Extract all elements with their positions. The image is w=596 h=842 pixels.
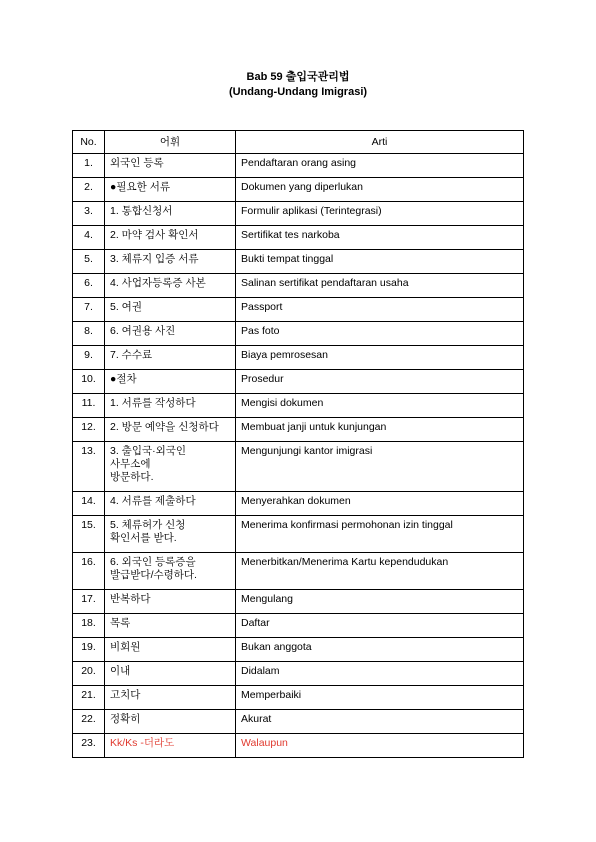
row-korean-word: 4. 서류를 제출하다: [105, 492, 236, 516]
row-number: 10.: [73, 370, 105, 394]
row-korean-word: ●절차: [105, 370, 236, 394]
table-row: [73, 686, 524, 710]
row-number: 2.: [73, 178, 105, 202]
row-meaning: Prosedur: [236, 370, 524, 394]
row-korean-word: 2. 마약 검사 확인서: [105, 226, 236, 250]
row-meaning: Menerima konfirmasi permohonan izin tinggal: [236, 516, 524, 553]
table-row: [73, 553, 524, 590]
row-korean-word: 외국인 등록: [105, 154, 236, 178]
row-korean-word: 비회원: [105, 638, 236, 662]
table-row: [73, 274, 524, 298]
row-meaning: Biaya pemrosesan: [236, 346, 524, 370]
row-meaning: Sertifikat tes narkoba: [236, 226, 524, 250]
row-number: 17.: [73, 590, 105, 614]
row-meaning: Mengisi dokumen: [236, 394, 524, 418]
row-number: 8.: [73, 322, 105, 346]
vocabulary-table: [72, 130, 524, 758]
row-korean-word: 반복하다: [105, 590, 236, 614]
row-korean-word: 1. 서류를 작성하다: [105, 394, 236, 418]
row-number: 4.: [73, 226, 105, 250]
row-meaning: Memperbaiki: [236, 686, 524, 710]
row-meaning: Bukan anggota: [236, 638, 524, 662]
row-meaning: Didalam: [236, 662, 524, 686]
table-row: [73, 178, 524, 202]
row-meaning: Daftar: [236, 614, 524, 638]
table-row: [73, 442, 524, 492]
row-meaning: Walaupun: [236, 734, 524, 758]
table-row: [73, 492, 524, 516]
row-korean-word: 고치다: [105, 686, 236, 710]
row-number: 18.: [73, 614, 105, 638]
table-row: [73, 154, 524, 178]
row-number: 19.: [73, 638, 105, 662]
row-number: 5.: [73, 250, 105, 274]
row-korean-word: 3. 출입국·외국인 사무소에 방문하다.: [105, 442, 236, 492]
row-number: 23.: [73, 734, 105, 758]
table-row: [73, 394, 524, 418]
row-number: 3.: [73, 202, 105, 226]
row-number: 11.: [73, 394, 105, 418]
row-number: 14.: [73, 492, 105, 516]
row-meaning: Menyerahkan dokumen: [236, 492, 524, 516]
row-meaning: Akurat: [236, 710, 524, 734]
row-korean-word: 6. 외국인 등록증을 발급받다/수령하다.: [105, 553, 236, 590]
table-row: [73, 298, 524, 322]
page-subtitle: (Undang-Undang Imigrasi): [228, 86, 368, 98]
table-row: [73, 638, 524, 662]
row-number: 12.: [73, 418, 105, 442]
row-number: 15.: [73, 516, 105, 553]
row-korean-word: 6. 여권용 사진: [105, 322, 236, 346]
table-row: [73, 516, 524, 553]
table-row: [73, 370, 524, 394]
column-header-arti: Arti: [236, 131, 524, 154]
table-row: [73, 322, 524, 346]
row-korean-word: 1. 통합신청서: [105, 202, 236, 226]
row-korean-word: ●필요한 서류: [105, 178, 236, 202]
column-header-word: 어휘: [105, 131, 236, 154]
title-prefix: Bab 59: [246, 71, 283, 83]
table-row: [73, 346, 524, 370]
row-number: 1.: [73, 154, 105, 178]
table-row: [73, 590, 524, 614]
table-row: [73, 614, 524, 638]
row-number: 13.: [73, 442, 105, 492]
table-row: [73, 662, 524, 686]
row-number: 22.: [73, 710, 105, 734]
table-row: [73, 710, 524, 734]
row-korean-word: 정확히: [105, 710, 236, 734]
row-meaning: Bukti tempat tinggal: [236, 250, 524, 274]
row-korean-word: 7. 수수료: [105, 346, 236, 370]
row-korean-word: 2. 방문 예약을 신청하다: [105, 418, 236, 442]
row-korean-word: 4. 사업자등록증 사본: [105, 274, 236, 298]
column-header-no: No.: [73, 131, 105, 154]
row-meaning: Dokumen yang diperlukan: [236, 178, 524, 202]
row-number: 16.: [73, 553, 105, 590]
table-row: [73, 226, 524, 250]
page-title-block: [0, 70, 596, 100]
title-korean: 출입국관리법: [285, 71, 350, 83]
row-korean-word: 목록: [105, 614, 236, 638]
row-meaning: Membuat janji untuk kunjungan: [236, 418, 524, 442]
row-meaning: Passport: [236, 298, 524, 322]
row-korean-word: 5. 여권: [105, 298, 236, 322]
row-meaning: Pendaftaran orang asing: [236, 154, 524, 178]
row-meaning: Menerbitkan/Menerima Kartu kependudukan: [236, 553, 524, 590]
row-number: 20.: [73, 662, 105, 686]
table-row: [73, 250, 524, 274]
table-header-row: [73, 131, 524, 154]
row-meaning: Mengulang: [236, 590, 524, 614]
table-row: [73, 202, 524, 226]
table-row: [73, 418, 524, 442]
row-meaning: Pas foto: [236, 322, 524, 346]
row-meaning: Mengunjungi kantor imigrasi: [236, 442, 524, 492]
page-title: [0, 70, 596, 85]
row-number: 21.: [73, 686, 105, 710]
row-meaning: Formulir aplikasi (Terintegrasi): [236, 202, 524, 226]
row-korean-word: 3. 체류지 입증 서류: [105, 250, 236, 274]
table-row: [73, 734, 524, 758]
row-number: 9.: [73, 346, 105, 370]
row-korean-word: 이내: [105, 662, 236, 686]
row-number: 6.: [73, 274, 105, 298]
row-number: 7.: [73, 298, 105, 322]
row-meaning: Salinan sertifikat pendaftaran usaha: [236, 274, 524, 298]
row-korean-word: Kk/Ks -더라도: [105, 734, 236, 758]
row-korean-word: 5. 체류허가 신청 확인서를 받다.: [105, 516, 236, 553]
